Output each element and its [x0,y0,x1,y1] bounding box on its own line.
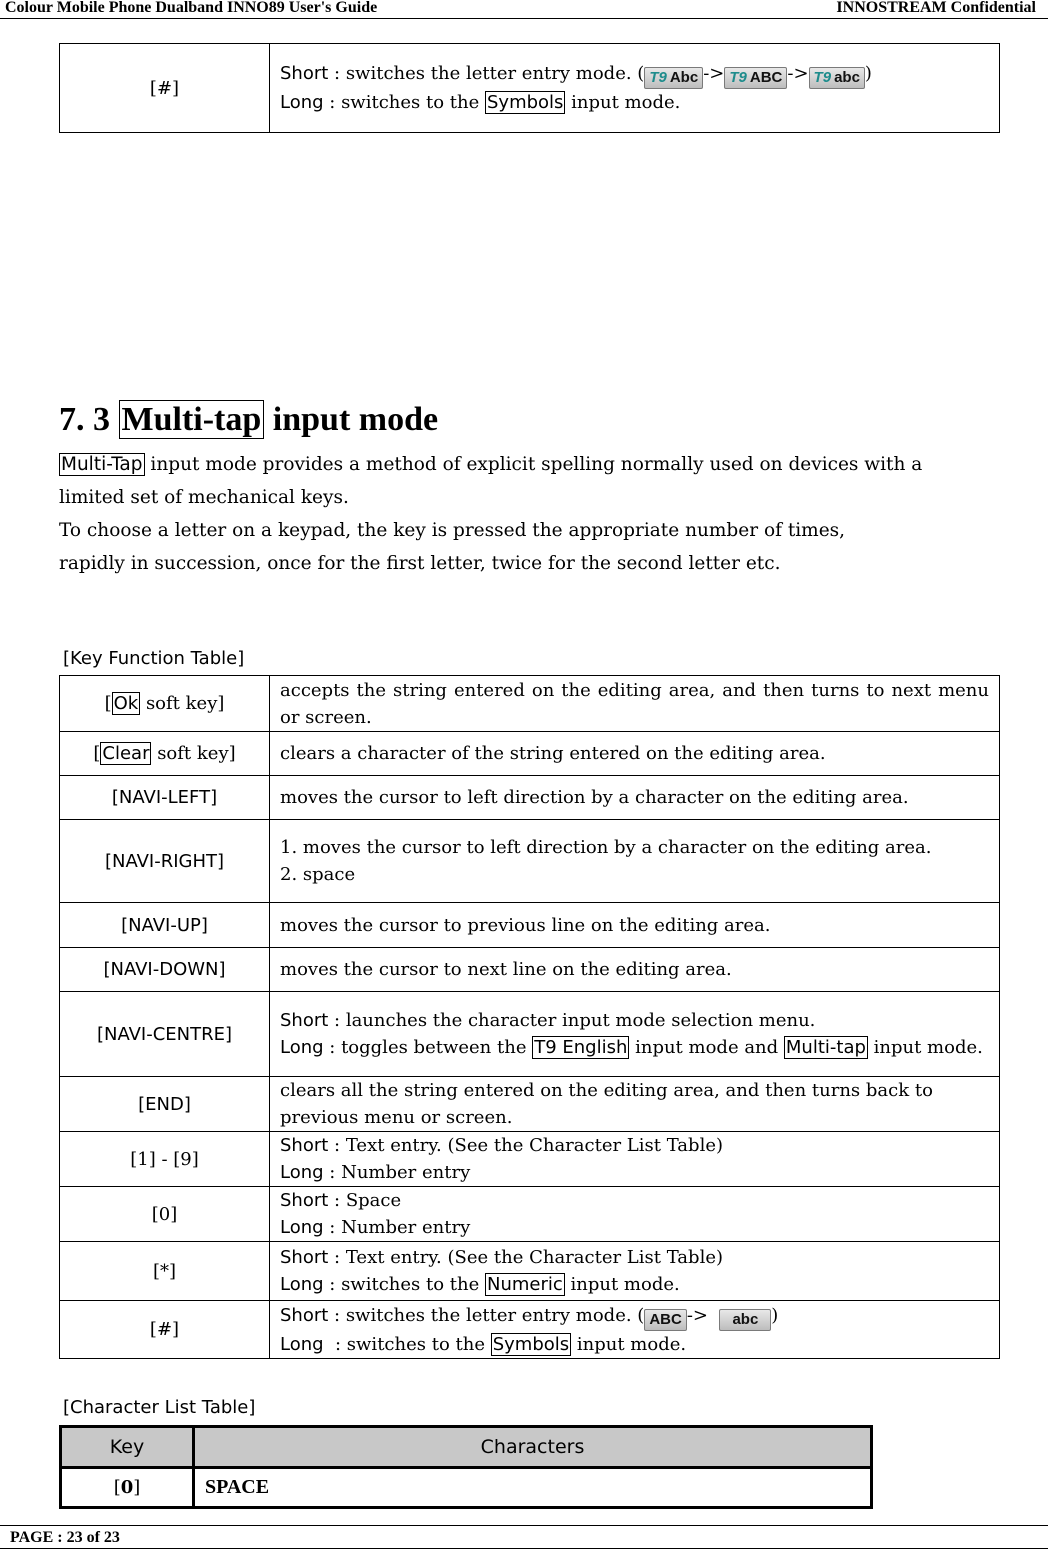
t9-upper-abc-mode-icon: T9 ABC [724,67,787,89]
table-row: [NAVI-LEFT] moves the cursor to left direction by a character on the editing area. [60,776,1000,820]
table-row: [ Ok soft key] accepts the string entered on the editing area, and then turns to next menu or screen. [60,676,1000,732]
symbols-mode-label: Symbols [486,92,564,113]
header-doc-title: Colour Mobile Phone Dualband INNO89 User's Guide [5,0,378,16]
table-row: [NAVI-RIGHT] 1. moves the cursor to left direction by a character on the editing area. 2. space [60,820,1000,903]
t9-lower-abc-mode-icon: T9 abc [809,67,865,89]
key-function-table-caption: [Key Function Table] [63,648,245,669]
table-row: [0] SPACE [61,1468,872,1508]
character-list-table [59,1425,873,1509]
table-row: [ Clear soft key] clears a character of the string entered on the editing area. [60,732,1000,776]
table-row: [*] Short : Text entry. (See the Character List Table) Long : switches to the Numeric input mode. [60,1242,1000,1301]
table-row: [NAVI-CENTRE] Short : launches the character input mode selection menu. Long : toggles between the T9 English input mode and Multi-tap input mode. [60,992,1000,1077]
table-header-row: Key Characters [61,1427,872,1468]
section-intro: Multi-Tap input mode provides a method of explicit spelling normally used on devices with a limited set of mechanical keys. To choose a letter on a keypad, the key is pressed the appropriate number of times, rapidly in succession, once for the first letter, twice for the second letter etc. [59,454,923,574]
table-row: [0] Short : Space Long : Number entry [60,1187,1000,1242]
key-cell: [#] [60,44,270,133]
table-row: [NAVI-UP] moves the cursor to previous line on the editing area. [60,903,1000,948]
top-key-table [59,43,1000,133]
table-row: [1] - [9] Short : Text entry. (See the Character List Table) Long : Number entry [60,1132,1000,1187]
page-number: PAGE : 23 of 23 [10,1529,120,1546]
page-footer [0,1525,1048,1552]
abc-upper-mode-icon: ABC [644,1309,687,1331]
key-function-table [59,675,1000,1359]
desc-cell: Short : switches the letter entry mode. ( T9 Abc -> T9 ABC -> T9 abc ) Long : switches to the Symbols input mode. [270,44,1000,133]
section-title: 7. 3 Multi-tap input mode [59,401,439,438]
header-confidential: INNOSTREAM Confidential [836,0,1036,16]
table-row: [END] clears all the string entered on the editing area, and then turns back to previous menu or screen. [60,1077,1000,1132]
abc-lower-mode-icon: abc [719,1309,771,1331]
table-row: [NAVI-DOWN] moves the cursor to next line on the editing area. [60,948,1000,992]
t9-abc-mode-icon: T9 Abc [644,67,703,89]
table-row [60,44,1000,133]
table-row: [#] Short : switches the letter entry mode. ( ABC -> abc ) Long : switches to the Symbols input mode. [60,1301,1000,1359]
character-list-table-caption: [Character List Table] [63,1397,256,1418]
page-header [0,0,1048,19]
